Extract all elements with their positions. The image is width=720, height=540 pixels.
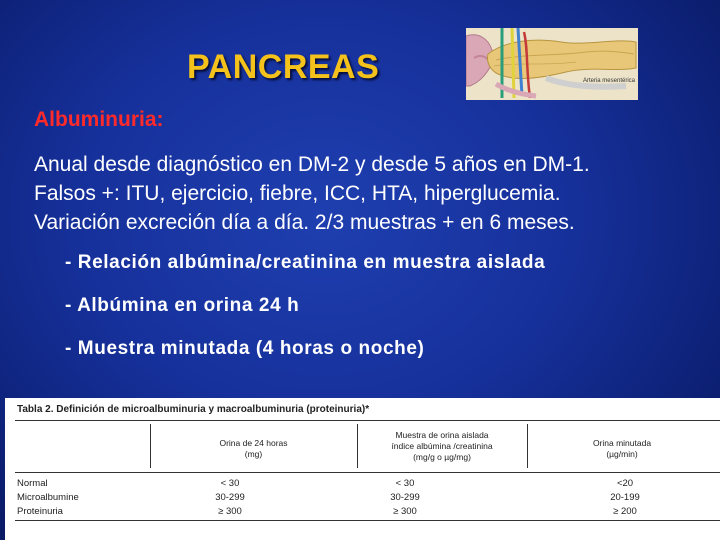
bullet-item: - Albúmina en orina 24 h xyxy=(65,295,300,316)
table-cell: <20 xyxy=(616,478,634,489)
column-header-minutada: Orina minutada (µg/min) xyxy=(592,438,652,459)
paragraph-line: Variación excreción día a día. 2/3 muestras + en 6 meses. xyxy=(34,211,575,234)
pancreas-illustration xyxy=(466,28,638,100)
bullet-item: - Muestra minutada (4 horas o noche) xyxy=(65,338,425,359)
table-cell: ≥ 300 xyxy=(218,506,242,517)
body-paragraph xyxy=(34,150,714,237)
slide-title: PANCREAS xyxy=(187,48,380,86)
table-cell: 20-199 xyxy=(610,492,640,503)
subtitle-albuminuria: Albuminuria: xyxy=(34,108,164,131)
paragraph-line: Falsos +: ITU, ejercicio, fiebre, ICC, HTA, hiperglucemia. xyxy=(34,182,561,205)
row-label-normal: Normal xyxy=(17,478,48,489)
row-label-microalbumine: Microalbumine xyxy=(17,492,79,503)
table-cell: 30-299 xyxy=(390,492,420,503)
illustration-label: Arteria mesentérica xyxy=(582,78,635,84)
albuminuria-definition-table xyxy=(5,398,720,540)
column-header-24h: Orina de 24 horas (mg) xyxy=(219,438,288,459)
table-caption: Tabla 2. Definición de microalbuminuria y macroalbuminuria (proteinuria)* xyxy=(17,404,370,415)
table-cell: 30-299 xyxy=(215,492,245,503)
table-cell: < 30 xyxy=(220,478,240,489)
table-cell: < 30 xyxy=(395,478,415,489)
bullet-item: - Relación albúmina/creatinina en muestra aislada xyxy=(65,252,546,273)
table-divider xyxy=(15,420,720,421)
row-label-proteinuria: Proteinuria xyxy=(17,506,63,517)
table-cell: ≥ 300 xyxy=(393,506,417,517)
column-header-muestra-aislada: Muestra de orina aislada índice albúmina /creatinina (mg/g o µg/mg) xyxy=(391,430,493,462)
paragraph-line: Anual desde diagnóstico en DM-2 y desde 5 años en DM-1. xyxy=(34,153,590,176)
table-divider xyxy=(15,472,720,473)
pancreas-anatomy-icon xyxy=(466,28,638,100)
bullet-list xyxy=(65,252,545,381)
table-divider xyxy=(15,520,720,521)
table-cell: ≥ 200 xyxy=(613,506,637,517)
